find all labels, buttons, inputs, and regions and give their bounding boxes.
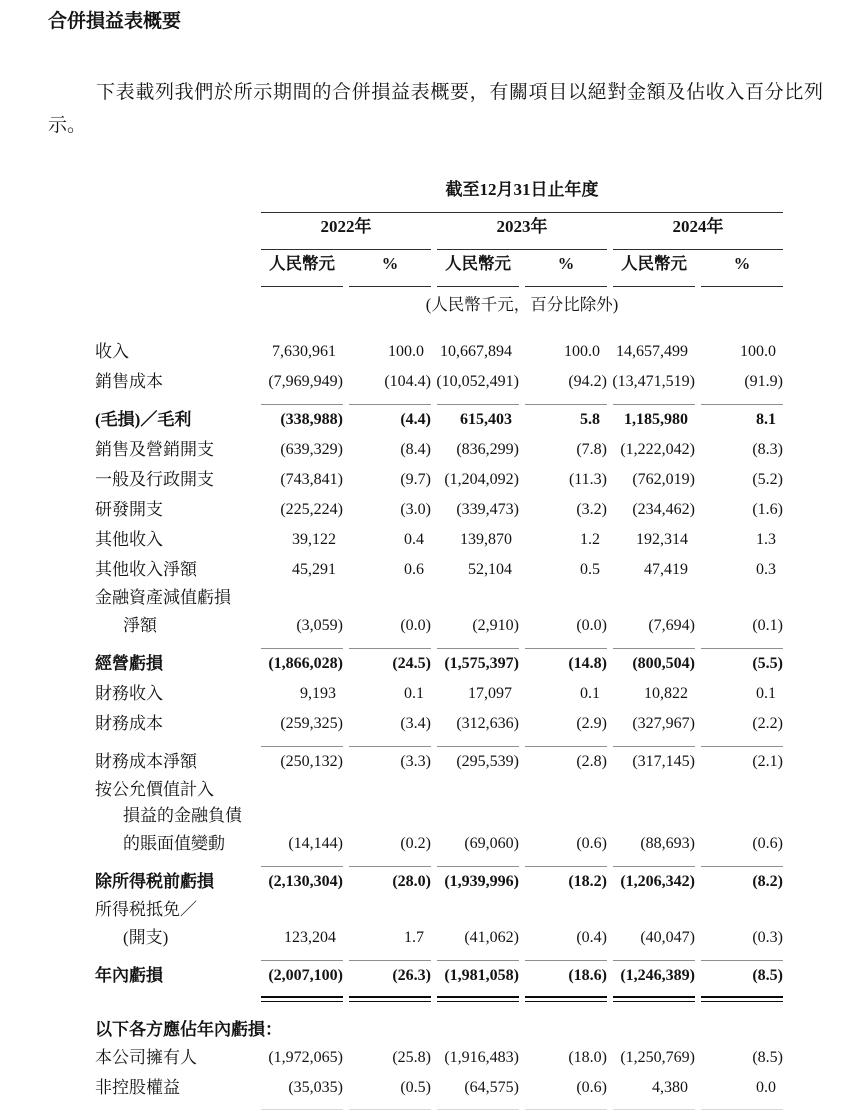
percent-value: (9.7): [400, 471, 431, 488]
single-rule-row: [95, 953, 783, 961]
amount-value: (762,019): [632, 471, 695, 488]
single-rule: [613, 739, 695, 747]
single-rule: [613, 641, 695, 649]
table-row: [95, 555, 783, 585]
percent-value: (3.3): [400, 753, 431, 770]
year-header-row: [95, 213, 783, 241]
amount-value: (1,916,483): [444, 1049, 519, 1066]
percent-value: (0.6): [752, 835, 783, 852]
amount-value: (64,575): [464, 1079, 519, 1096]
row-label: 財務成本: [95, 714, 163, 733]
row-label: 除所得税前虧損: [95, 872, 214, 891]
single-rule: [349, 859, 431, 867]
column-rule-row: [95, 278, 783, 287]
single-rule: [349, 397, 431, 405]
amount-value: 14,657,499: [616, 343, 688, 360]
percent-value: (0.6): [576, 1079, 607, 1096]
column-rule: [261, 278, 343, 287]
percent-value: (94.2): [568, 373, 607, 390]
single-rule: [613, 397, 695, 405]
percent-value: (26.3): [392, 967, 431, 984]
amount-value: (836,299): [456, 441, 519, 458]
amount-value: (327,967): [632, 715, 695, 732]
single-rule: [437, 641, 519, 649]
amount-value: (234,462): [632, 501, 695, 518]
amount-value: (259,325): [280, 715, 343, 732]
table-row: [95, 747, 783, 777]
row-label: 年內虧損: [95, 966, 163, 985]
amount-value: (743,841): [280, 471, 343, 488]
percent-value: 100.0: [564, 343, 600, 360]
amount-value: (1,939,996): [444, 873, 519, 890]
amount-value: 45,291: [292, 561, 336, 578]
percent-value: (0.0): [400, 617, 431, 634]
amount-value: 615,403: [460, 411, 512, 428]
row-label: (開支): [123, 928, 169, 947]
single-rule-row: [95, 739, 783, 747]
percent-header: %: [381, 254, 399, 273]
percent-value: (0.2): [400, 835, 431, 852]
single-rule: [613, 953, 695, 961]
single-rule: [437, 953, 519, 961]
row-label: 財務成本淨額: [95, 752, 197, 771]
column-rule: [701, 278, 783, 287]
unit-note: (人民幣千元，百分比除外): [425, 295, 619, 314]
percent-value: (8.3): [752, 441, 783, 458]
period-header-row: [95, 176, 783, 204]
amount-header: 人民幣元: [621, 254, 687, 273]
amount-value: (88,693): [640, 835, 695, 852]
row-label: 以下各方應佔年內虧損：: [95, 1020, 282, 1039]
percent-value: (104.4): [384, 373, 431, 390]
single-rule: [525, 739, 607, 747]
amount-value: 139,870: [460, 531, 512, 548]
amount-value: (1,981,058): [444, 967, 519, 984]
single-rule-row: [95, 859, 783, 867]
percent-header: %: [733, 254, 751, 273]
percent-value: (11.3): [568, 471, 607, 488]
table-row: [95, 649, 783, 679]
double-rule: [349, 996, 431, 1002]
table-row: [95, 867, 783, 897]
row-label: (毛損)／毛利: [95, 410, 192, 429]
double-rule: [613, 996, 695, 1002]
table-row: [95, 337, 783, 367]
single-rule: [261, 397, 343, 405]
amount-value: (41,062): [464, 929, 519, 946]
amount-value: 192,314: [636, 531, 688, 548]
amount-value: (1,866,028): [268, 655, 343, 672]
percent-value: (3.4): [400, 715, 431, 732]
percent-value: 0.1: [404, 685, 424, 702]
percent-value: (8.5): [752, 1049, 783, 1066]
table-row: [95, 435, 783, 465]
column-rule: [613, 278, 695, 287]
table-header: [95, 176, 783, 323]
amount-value: (7,694): [648, 617, 695, 634]
percent-value: (2.8): [576, 753, 607, 770]
amount-value: 1,185,980: [624, 411, 688, 428]
row-label: 的賬面值變動: [123, 834, 225, 853]
percent-value: (18.2): [568, 873, 607, 890]
single-rule: [701, 953, 783, 961]
amount-value: (1,575,397): [444, 655, 519, 672]
year-label: 2024年: [672, 217, 724, 236]
row-label: 本公司擁有人: [95, 1048, 197, 1067]
amount-value: 7,630,961: [272, 343, 336, 360]
percent-value: (0.6): [576, 835, 607, 852]
percent-value: (1.6): [752, 501, 783, 518]
page-title: 合併損益表概要: [48, 11, 182, 32]
amount-value: (800,504): [632, 655, 695, 672]
unit-note-row: [95, 287, 783, 323]
row-label: 銷售成本: [95, 372, 163, 391]
period-header: 截至12月31日止年度: [445, 180, 599, 199]
single-rule: [701, 859, 783, 867]
amount-value: (312,636): [456, 715, 519, 732]
row-label: 收入: [95, 342, 129, 361]
amount-value: (295,539): [456, 753, 519, 770]
percent-value: 1.2: [580, 531, 600, 548]
row-label: 損益的金融負債: [123, 806, 242, 825]
percent-value: (8.5): [752, 967, 783, 984]
amount-value: 10,667,894: [440, 343, 512, 360]
table-row: [95, 405, 783, 435]
row-label: 其他收入: [95, 530, 163, 549]
table-row: [95, 1073, 783, 1103]
period-rule-row: [95, 204, 783, 213]
single-rule: [613, 859, 695, 867]
single-rule: [701, 641, 783, 649]
amount-value: 9,193: [300, 685, 336, 702]
column-rule: [525, 278, 607, 287]
percent-value: (18.6): [568, 967, 607, 984]
percent-value: (0.1): [752, 617, 783, 634]
table-row: [95, 1017, 783, 1043]
amount-value: (13,471,519): [612, 373, 695, 390]
table-row: [95, 897, 783, 923]
percent-header: %: [557, 254, 575, 273]
column-header-row: [95, 250, 783, 278]
table-row: [95, 367, 783, 397]
amount-value: (339,473): [456, 501, 519, 518]
percent-value: 0.1: [580, 685, 600, 702]
amount-value: (1,250,769): [620, 1049, 695, 1066]
year-rule: [437, 241, 607, 250]
percent-value: 100.0: [740, 343, 776, 360]
amount-value: (1,206,342): [620, 873, 695, 890]
percent-value: (28.0): [392, 873, 431, 890]
single-rule: [525, 953, 607, 961]
row-label: 銷售及營銷開支: [95, 440, 214, 459]
amount-value: (2,130,304): [268, 873, 343, 890]
table-row: [95, 923, 783, 953]
percent-value: (0.5): [400, 1079, 431, 1096]
table-row: [95, 961, 783, 991]
amount-value: (250,132): [280, 753, 343, 770]
row-label: 非控股權益: [95, 1078, 180, 1097]
amount-value: 17,097: [468, 685, 512, 702]
percent-value: (24.5): [392, 655, 431, 672]
table-row: [95, 679, 783, 709]
percent-value: (8.4): [400, 441, 431, 458]
percent-value: (2.2): [752, 715, 783, 732]
single-rule: [525, 641, 607, 649]
double-rule: [525, 996, 607, 1002]
single-rule: [349, 739, 431, 747]
percent-value: 0.4: [404, 531, 424, 548]
amount-value: 39,122: [292, 531, 336, 548]
table-row: [95, 585, 783, 611]
row-label: 經營虧損: [95, 654, 163, 673]
row-label: 按公允價值計入: [95, 780, 214, 799]
percent-value: 0.3: [756, 561, 776, 578]
row-label: 財務收入: [95, 684, 163, 703]
percent-value: (4.4): [400, 411, 431, 428]
table-row: [95, 495, 783, 525]
amount-header: 人民幣元: [445, 254, 511, 273]
period-rule: [261, 204, 783, 213]
amount-value: (639,329): [280, 441, 343, 458]
table-row: [95, 709, 783, 739]
amount-value: (10,052,491): [436, 373, 519, 390]
amount-value: (7,969,949): [268, 373, 343, 390]
column-rule: [437, 278, 519, 287]
row-label: 研發開支: [95, 500, 163, 519]
amount-value: (2,007,100): [268, 967, 343, 984]
single-rule: [349, 953, 431, 961]
single-rule: [437, 397, 519, 405]
column-rule: [349, 278, 431, 287]
amount-value: (1,246,389): [620, 967, 695, 984]
table-row: [95, 465, 783, 495]
double-rule: [437, 996, 519, 1002]
percent-value: (0.4): [576, 929, 607, 946]
amount-value: (69,060): [464, 835, 519, 852]
percent-value: (25.8): [392, 1049, 431, 1066]
amount-value: (3,059): [296, 617, 343, 634]
percent-value: (3.0): [400, 501, 431, 518]
row-label: 淨額: [123, 616, 157, 635]
row-label: 所得税抵免／: [95, 900, 197, 919]
table-row: [95, 1043, 783, 1073]
single-rule-row: [95, 641, 783, 649]
year-rule: [261, 241, 431, 250]
percent-value: (14.8): [568, 655, 607, 672]
amount-value: (225,224): [280, 501, 343, 518]
row-label: 金融資產減值虧損: [95, 588, 231, 607]
single-rule: [349, 641, 431, 649]
row-label: 其他收入淨額: [95, 560, 197, 579]
income-statement-table: [95, 176, 783, 1112]
faint-rule-row: [95, 1103, 783, 1112]
amount-value: (317,145): [632, 753, 695, 770]
amount-value: (1,204,092): [444, 471, 519, 488]
percent-value: 0.6: [404, 561, 424, 578]
percent-value: 0.1: [756, 685, 776, 702]
single-rule: [525, 397, 607, 405]
amount-value: (40,047): [640, 929, 695, 946]
percent-value: 0.5: [580, 561, 600, 578]
single-rule: [261, 859, 343, 867]
double-rule-row: [95, 991, 783, 1004]
amount-value: (2,910): [472, 617, 519, 634]
single-rule: [701, 739, 783, 747]
percent-value: 1.3: [756, 531, 776, 548]
amount-value: (14,144): [288, 835, 343, 852]
row-label: 一般及行政開支: [95, 470, 214, 489]
amount-value: 10,822: [644, 685, 688, 702]
amount-value: (338,988): [280, 411, 343, 428]
percent-value: 1.7: [404, 929, 424, 946]
percent-value: 8.1: [756, 411, 776, 428]
table-body: [95, 337, 783, 1112]
percent-value: (8.2): [752, 873, 783, 890]
year-rule: [613, 241, 783, 250]
percent-value: (5.2): [752, 471, 783, 488]
single-rule: [261, 953, 343, 961]
amount-value: (1,972,065): [268, 1049, 343, 1066]
single-rule: [261, 641, 343, 649]
year-label: 2023年: [496, 217, 548, 236]
percent-value: (18.0): [568, 1049, 607, 1066]
year-rule-row: [95, 241, 783, 250]
amount-value: (1,222,042): [620, 441, 695, 458]
percent-value: 5.8: [580, 411, 600, 428]
percent-value: (0.0): [576, 617, 607, 634]
percent-value: 0.0: [756, 1079, 776, 1096]
percent-value: (0.3): [752, 929, 783, 946]
amount-value: 52,104: [468, 561, 512, 578]
single-rule: [701, 397, 783, 405]
amount-value: 123,204: [284, 929, 336, 946]
percent-value: (3.2): [576, 501, 607, 518]
amount-value: (35,035): [288, 1079, 343, 1096]
year-label: 2022年: [320, 217, 372, 236]
single-rule: [437, 739, 519, 747]
table-row: [95, 829, 783, 859]
percent-value: (91.9): [744, 373, 783, 390]
percent-value: (2.1): [752, 753, 783, 770]
single-rule-row: [95, 397, 783, 405]
table-row: [95, 611, 783, 641]
percent-value: (5.5): [752, 655, 783, 672]
table-row: [95, 803, 783, 829]
double-rule: [701, 996, 783, 1002]
single-rule: [525, 859, 607, 867]
single-rule: [437, 859, 519, 867]
amount-header: 人民幣元: [269, 254, 335, 273]
single-rule: [261, 739, 343, 747]
amount-value: 47,419: [644, 561, 688, 578]
percent-value: 100.0: [388, 343, 424, 360]
intro-paragraph: 下表載列我們於所示期間的合併損益表概要，有關項目以絕對金額及佔收入百分比列示。: [48, 82, 823, 136]
percent-value: (2.9): [576, 715, 607, 732]
double-rule: [261, 996, 343, 1002]
table-row: [95, 777, 783, 803]
percent-value: (7.8): [576, 441, 607, 458]
amount-value: 4,380: [652, 1079, 688, 1096]
table-row: [95, 525, 783, 555]
